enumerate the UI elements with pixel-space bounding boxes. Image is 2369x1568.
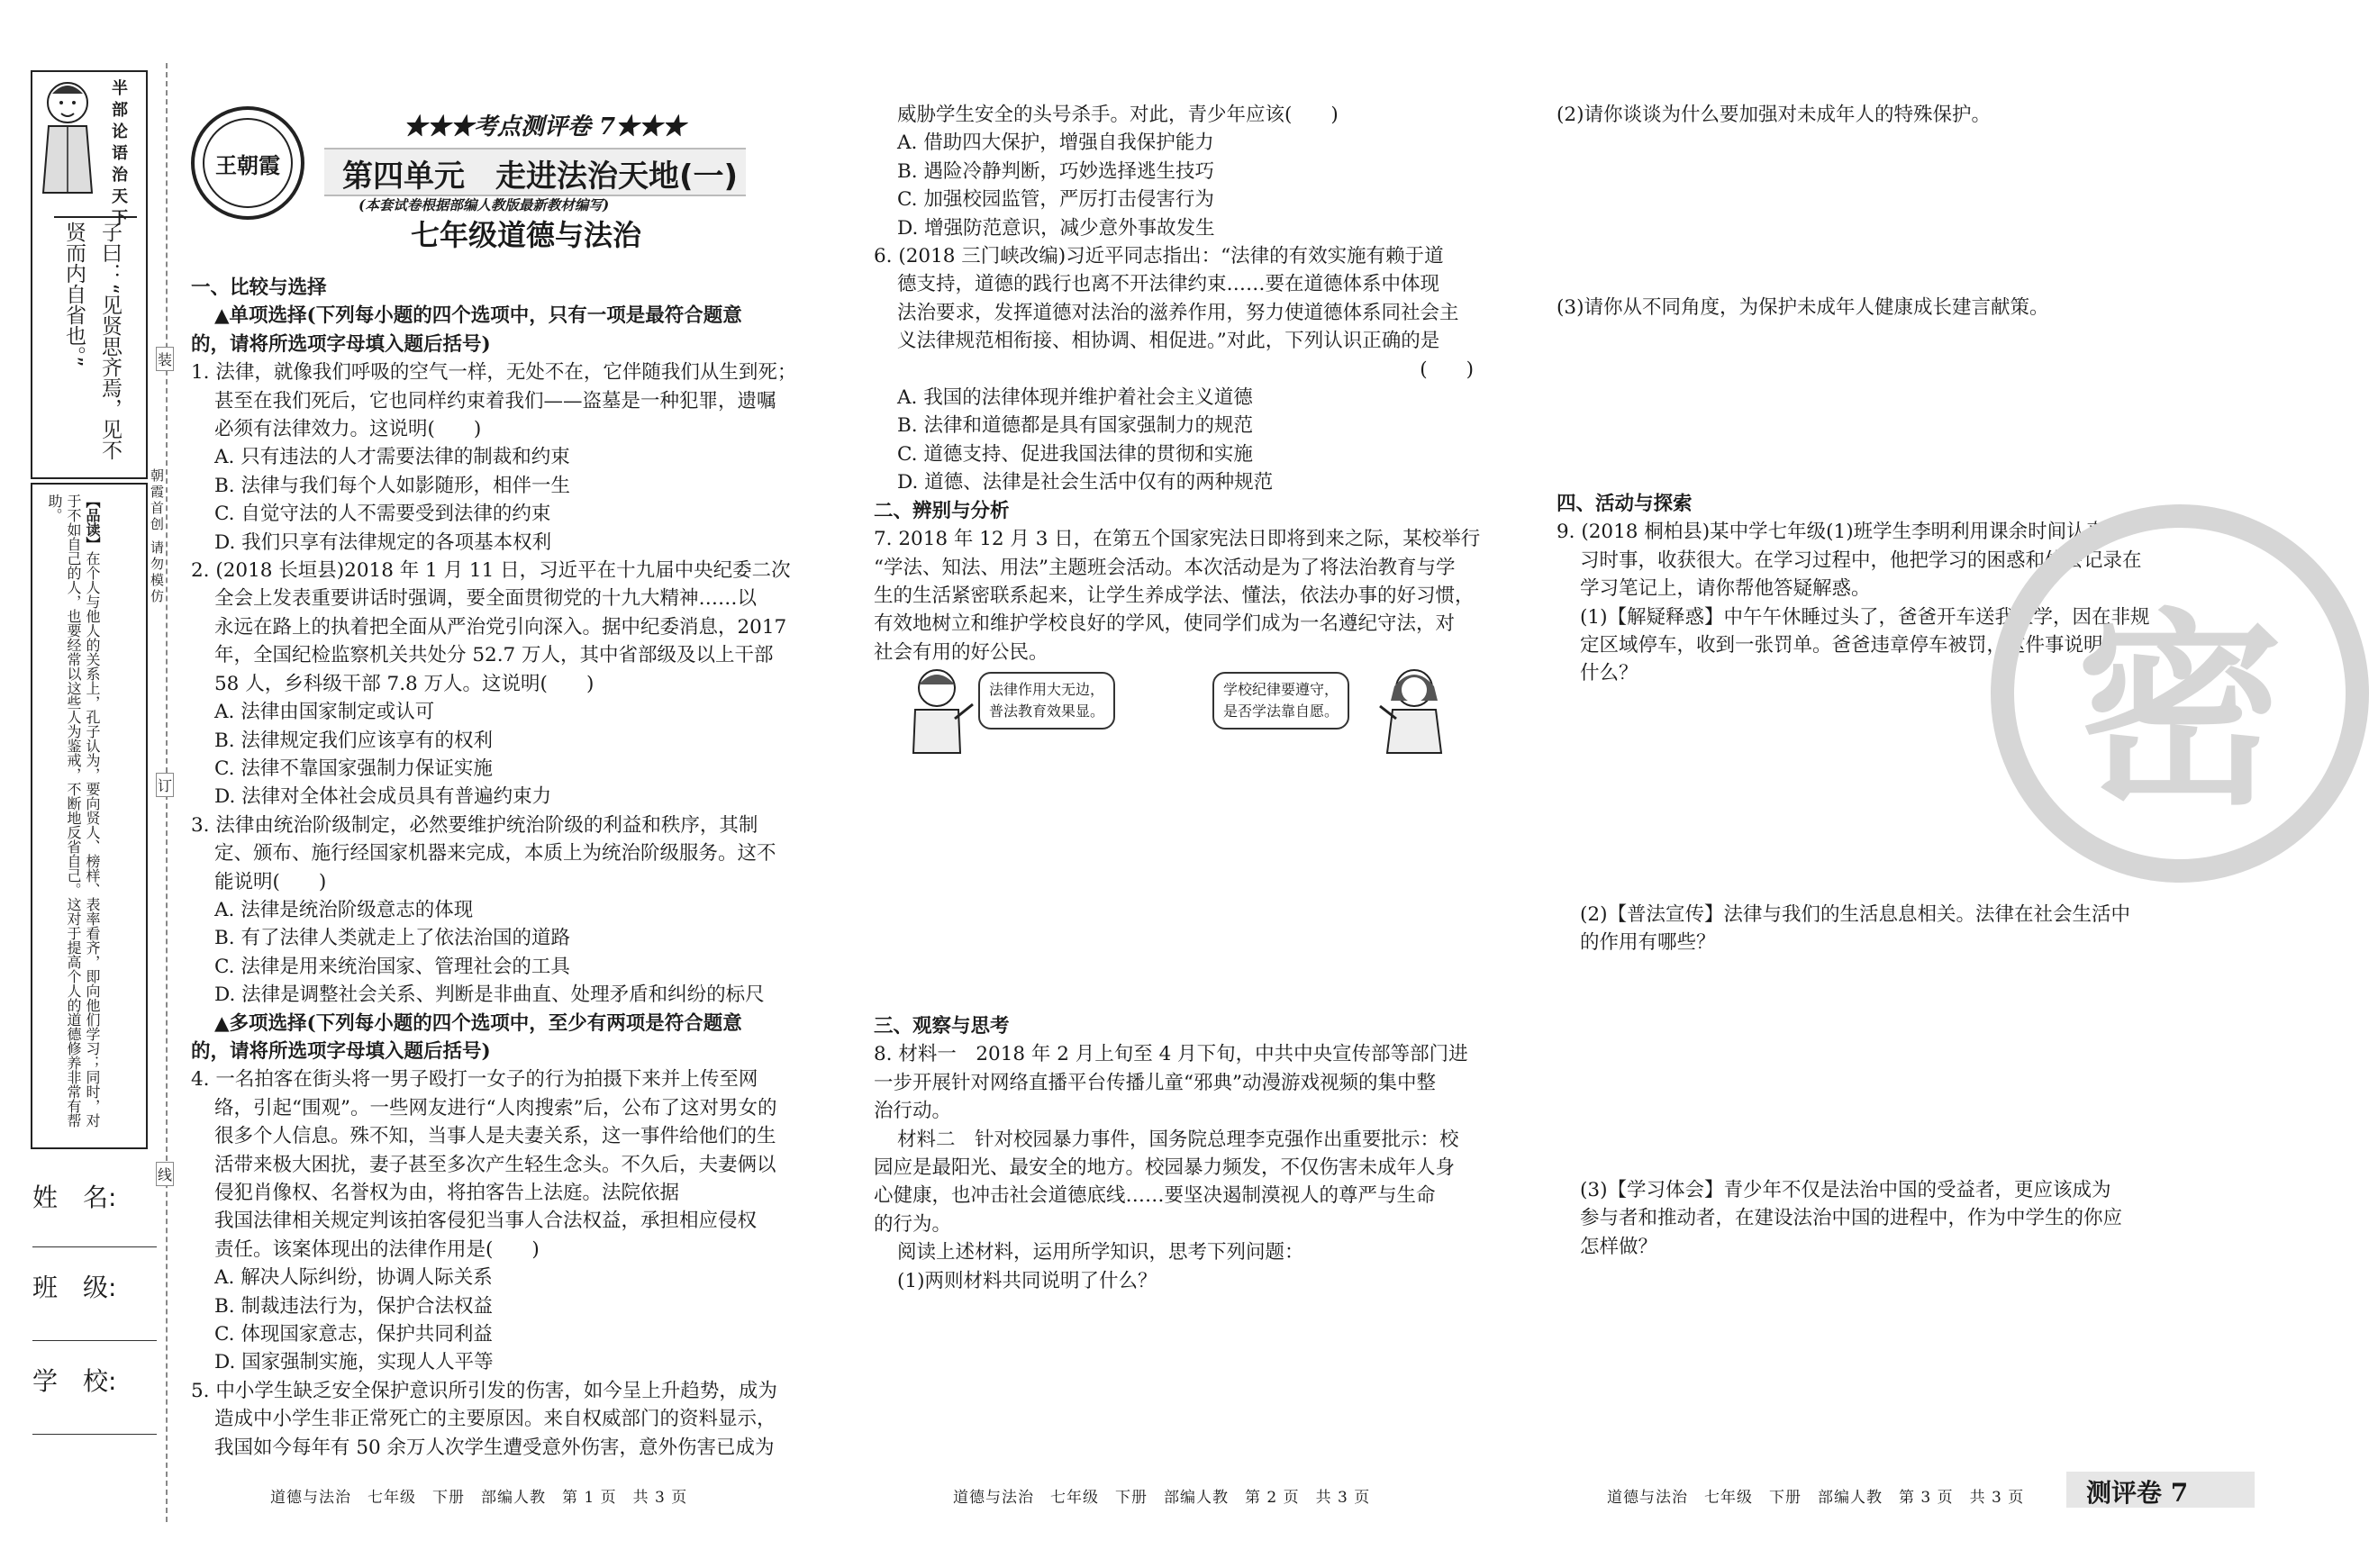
col1-line: 很多个人信息。殊不知，当事人是夫妻关系，这一事件给他们的生 <box>214 1125 776 1148</box>
pinjian-label: 【品读】 <box>84 494 101 551</box>
col2-line: 6. (2018 三门峡改编)习近平同志指出：“法律的有效实施有赖于道 <box>874 245 1444 268</box>
col1-line: 侵犯肖像权、名誉权为由，将拍客告上法庭。法院依据 <box>214 1182 680 1204</box>
confucius-figure <box>36 76 99 205</box>
col1-line: 责任。该案体现出的法律作用是( ) <box>214 1237 540 1261</box>
col2b-line: (1)两则材料共同说明了什么？ <box>897 1269 1157 1292</box>
col2-line: D. 道德、法律是社会生活中仅有的两种规范 <box>897 471 1274 494</box>
col2-line: 德支持，道德的践行也离不开法律约束……要在道德体系中体现 <box>897 273 1440 296</box>
col1-line: 活带来极大困扰，妻子甚至多次产生轻生念头。不久后，夫妻俩以 <box>214 1153 776 1176</box>
edition-note: (本套试卷根据部编人教版最新教材编写) <box>359 196 610 213</box>
banner-text: 半部论语治天下 <box>109 79 128 231</box>
pinjian-text <box>45 494 102 1135</box>
column-2-bottom <box>874 1012 1474 1295</box>
col1-line: B. 法律规定我们应该享有的权利 <box>214 729 493 752</box>
logo <box>191 106 304 220</box>
col2b-line: 一步开展针对网络直播平台传播儿童“邪典”动漫游戏视频的集中整 <box>874 1071 1436 1094</box>
col1-line: D. 国家强制实施，实现人人平等 <box>214 1351 494 1374</box>
col2-line: 义法律规范相衔接、相协调、相促进。”对此，下列认识正确的是 <box>897 330 1440 353</box>
col1-line: ▲多项选择(下列每小题的四个选项中，至少有两项是符合题意 <box>214 1011 742 1035</box>
col1-line: 必须有法律效力。这说明( ) <box>214 418 482 441</box>
q9-line-1: 9. (2018 桐柏县)某中学七年级(1)班学生李明利用课余时间认真学 <box>1557 521 2125 544</box>
col2-line: B. 法律和道德都是具有国家强制力的规范 <box>897 414 1253 438</box>
quote-text: 子曰：“见贤思齐焉，见不贤而内自省也。” <box>62 222 122 460</box>
school-label: 学 校: <box>32 1366 117 1396</box>
footer-page-1: 道德与法治 七年级 下册 部编人教 第 1 页 共 3 页 <box>270 1489 688 1507</box>
q8-part2: (2)请你谈谈为什么要加强对未成年人的特殊保护。 <box>1557 104 1991 126</box>
col2-line: 威胁学生安全的头号杀手。对此，青少年应该( ) <box>897 104 1339 126</box>
col2-line: A. 借助四大保护，增强自我保护能力 <box>897 131 1214 155</box>
side-note: 朝霞首创 请勿模仿 <box>149 468 165 605</box>
col2-line: 生的生活紧密联系起来，让学生养成学法、懂法，依法办事的好习惯， <box>874 584 1475 607</box>
col2-line: 社会有用的好公民。 <box>874 640 1048 664</box>
col1-line: D. 法律是调整社会关系、判断是非曲直、处理矛盾和纠纷的标尺 <box>214 983 765 1007</box>
q9-line-3: 学习笔记上，请你帮他答疑解惑。 <box>1580 577 1871 601</box>
col1-line: 4. 一名拍客在街头将一男子殴打一女子的行为拍摄下来并上传至网 <box>191 1068 758 1092</box>
col2b-line: 阅读上述材料，运用所学知识，思考下列问题： <box>897 1241 1304 1264</box>
q9-part3-line-1: (3)【学习体会】青少年不仅是法治中国的受益者，更应该成为 <box>1580 1179 2111 1201</box>
q9-line-2: 习时事，收获很大。在学习过程中，他把学习的困惑和体会记录在 <box>1580 548 2142 572</box>
section-4-heading: 四、活动与探索 <box>1557 493 1693 515</box>
column-3 <box>1557 101 2187 129</box>
school-field[interactable] <box>32 1434 157 1435</box>
confucius-icon <box>36 76 99 202</box>
col1-line: C. 法律不靠国家强制力保证实施 <box>214 757 493 780</box>
col1-line: 的，请将所选项字母填入题后括号) <box>191 332 491 356</box>
q8-part3-block <box>1557 294 2187 322</box>
girl-line-1: 学校纪律要遵守， <box>1223 681 1339 698</box>
class-label: 班 级: <box>32 1273 117 1302</box>
q9-line-5: 定区域停车，收到一张罚单。爸爸违章停车被罚，这件事说明了 <box>1580 634 2123 657</box>
col2-line: “学法、知法、用法”主题班会活动。本次活动是为了将法治教育与学 <box>874 556 1456 579</box>
col2-line: D. 增强防范意识，减少意外事故发生 <box>897 216 1215 240</box>
col2b-line: 8. 材料一 2018 年 2 月上旬至 4 月下旬，中共中央宣传部等部门进 <box>874 1043 1468 1066</box>
col2-line: 有效地树立和维护学校良好的学风，使同学们成为一名遵纪守法，对 <box>874 612 1456 636</box>
col1-line: 全会上发表重要讲话时强调，要全面贯彻党的十九大精神……以 <box>214 587 758 611</box>
col1-line: 我国法律相关规定判该拍客侵犯当事人合法权益，承担相应侵权 <box>214 1210 758 1233</box>
col1-line: 能说明( ) <box>214 870 327 893</box>
subject-title: 七年级道德与法治 <box>411 218 642 252</box>
col2-line: ( ) <box>1420 358 1474 381</box>
col1-line: C. 法律是用来统治国家、管理社会的工具 <box>214 955 570 978</box>
boy-speech-bubble <box>978 672 1115 730</box>
fold-mark-2: 订 <box>156 773 174 797</box>
fold-mark-1: 装 <box>156 347 174 371</box>
col1-line: ▲单项选择(下列每小题的四个选项中，只有一项是最符合题意 <box>214 304 742 328</box>
name-label: 姓 名: <box>32 1183 117 1212</box>
class-field[interactable] <box>32 1340 157 1341</box>
boy-line-2: 普法教育效果显。 <box>989 702 1105 720</box>
col1-line: A. 解决人际纠纷，协调人际关系 <box>214 1266 493 1290</box>
col1-line: 定、颁布、施行经国家机器来完成，本质上为统治阶级服务。这不 <box>214 842 776 866</box>
col2-line: 法治要求，发挥道德对法治的滋养作用，努力使道德体系同社会主 <box>897 301 1459 324</box>
footer-page-2: 道德与法治 七年级 下册 部编人教 第 2 页 共 3 页 <box>953 1489 1371 1507</box>
secret-stamp <box>1991 504 2369 883</box>
girl-figure-icon <box>1378 665 1450 755</box>
col2b-line: 治行动。 <box>874 1100 952 1123</box>
col1-line: A. 只有违法的人才需要法律的制裁和约束 <box>214 446 570 469</box>
col2-line: 7. 2018 年 12 月 3 日，在第五个国家宪法日即将到来之际，某校举行 <box>874 528 1481 551</box>
col2b-line: 园应是最阳光、最安全的地方。校园暴力频发，不仅伤害未成年人身 <box>874 1156 1456 1180</box>
girl-line-2: 是否学法靠自愿。 <box>1223 702 1339 720</box>
col1-line: 年，全国纪检监察机关共处分 52.7 万人，其中省部级及以上干部 <box>214 644 774 667</box>
col2-line: 二、辨别与分析 <box>874 499 1010 522</box>
col1-line: 甚至在我们死后，它也同样约束着我们——盗墓是一种犯罪，遗嘱 <box>214 389 776 412</box>
pinjian-body: 在个人与他人的关系上，孔子认为，要向贤人、榜样、表率看齐，即向他们学习；同时，对于不如自己的人，也要经常以这些人为鉴戒，不断地反省自己。这对于提高个人的道德修养非常有帮助。 <box>46 494 101 1128</box>
q9-part2-line-2: 的作用有哪些？ <box>1580 931 1716 955</box>
stamp-char: 密 <box>2075 592 2283 833</box>
name-field[interactable] <box>32 1246 157 1247</box>
col1-line: A. 法律由国家制定或认可 <box>214 701 435 724</box>
unit-title: 第四单元 走进法治天地(一) <box>342 159 739 195</box>
col2-line: C. 道德支持、促进我国法律的贯彻和实施 <box>897 442 1253 466</box>
col1-line: 5. 中小学生缺乏安全保护意识所引发的伤害，如今呈上升趋势，成为 <box>191 1379 777 1402</box>
col1-line: C. 体现国家意志，保护共同利益 <box>214 1323 493 1346</box>
footer-page-3: 道德与法治 七年级 下册 部编人教 第 3 页 共 3 页 <box>1607 1489 2025 1507</box>
q9-part3-line-2: 参与者和推动者，在建设法治中国的进程中，作为中学生的你应 <box>1580 1207 2123 1230</box>
girl-speech-bubble <box>1212 672 1349 730</box>
col1-line: C. 自觉守法的人不需要受到法律的约束 <box>214 503 551 526</box>
q9-line-6: 什么？ <box>1580 662 1638 685</box>
col2b-line: 三、观察与思考 <box>874 1015 1010 1038</box>
q9-part2-block <box>1557 901 2187 957</box>
col2b-line: 心健康，也冲击社会道德底线……要坚决遏制漠视人的尊严与生命 <box>874 1184 1436 1208</box>
col1-line: A. 法律是统治阶级意志的体现 <box>214 898 474 921</box>
series-title: ★★★考点测评卷 7★★★ <box>404 113 686 140</box>
q9-part3-line-3: 怎样做？ <box>1580 1235 1658 1258</box>
col1-line: 3. 法律由统治阶级制定，必然要维护统治阶级的利益和秩序，其制 <box>191 813 758 837</box>
boy-figure-icon <box>901 665 973 755</box>
q9-part2-line-1: (2)【普法宣传】法律与我们的生活息息相关。法律在社会生活中 <box>1580 903 2130 926</box>
boy-line-1: 法律作用大无边， <box>989 681 1105 698</box>
logo-text: 王朝霞 <box>215 151 280 178</box>
column-2-top <box>874 101 1481 666</box>
col2-line: B. 遇险冷静判断，巧妙选择逃生技巧 <box>897 159 1214 183</box>
q9-part3-block <box>1557 1176 2187 1261</box>
col1-line: 1. 法律，就像我们呼吸的空气一样，无处不在，它伴随我们从生到死； <box>191 361 797 385</box>
corner-tag: 测评卷 7 <box>2086 1478 2189 1508</box>
fold-mark-3: 线 <box>156 1162 174 1186</box>
col2-line: C. 加强校园监管，严厉打击侵害行为 <box>897 188 1214 212</box>
col1-line: B. 法律与我们每个人如影随形，相伴一生 <box>214 474 570 497</box>
col1-line: 络，引起“围观”。一些网友进行“人肉搜索”后，公布了这对男女的 <box>214 1096 777 1119</box>
col2b-line: 的行为。 <box>874 1212 952 1236</box>
col1-line: 的，请将所选项字母填入题后括号) <box>191 1039 491 1063</box>
col1-line: 2. (2018 长垣县)2018 年 1 月 11 日，习近平在十九届中央纪委二次 <box>191 559 791 583</box>
q8-part3: (3)请你从不同角度，为保护未成年人健康成长建言献策。 <box>1557 296 2049 319</box>
col1-line: D. 我们只享有法律规定的各项基本权利 <box>214 530 552 554</box>
col1-line: D. 法律对全体社会成员具有普遍约束力 <box>214 785 552 809</box>
col1-line: B. 制裁违法行为，保护合法权益 <box>214 1294 493 1318</box>
column-1 <box>191 274 797 1462</box>
col1-line: 一、比较与选择 <box>191 276 327 299</box>
col1-line: 永远在路上的执着把全面从严治党引向深入。据中纪委消息，2017 <box>214 615 787 639</box>
col1-line: 造成中小学生非正常死亡的主要原因。来自权威部门的资料显示， <box>214 1408 776 1431</box>
col1-line: B. 有了法律人类就走上了依法治国的道路 <box>214 927 570 950</box>
col2b-line: 材料二 针对校园暴力事件，国务院总理李克强作出重要批示：校 <box>897 1128 1459 1151</box>
col1-line: 我国如今每年有 50 余万人次学生遭受意外伤害，意外伤害已成为 <box>214 1436 775 1459</box>
q9-line-4: (1)【解疑释惑】中午午休睡过头了，爸爸开车送我上学，因在非规 <box>1580 605 2150 629</box>
col2-line: A. 我国的法律体现并维护着社会主义道德 <box>897 386 1253 410</box>
col1-line: 58 人，乡科级干部 7.8 万人。这说明( ) <box>214 672 595 695</box>
